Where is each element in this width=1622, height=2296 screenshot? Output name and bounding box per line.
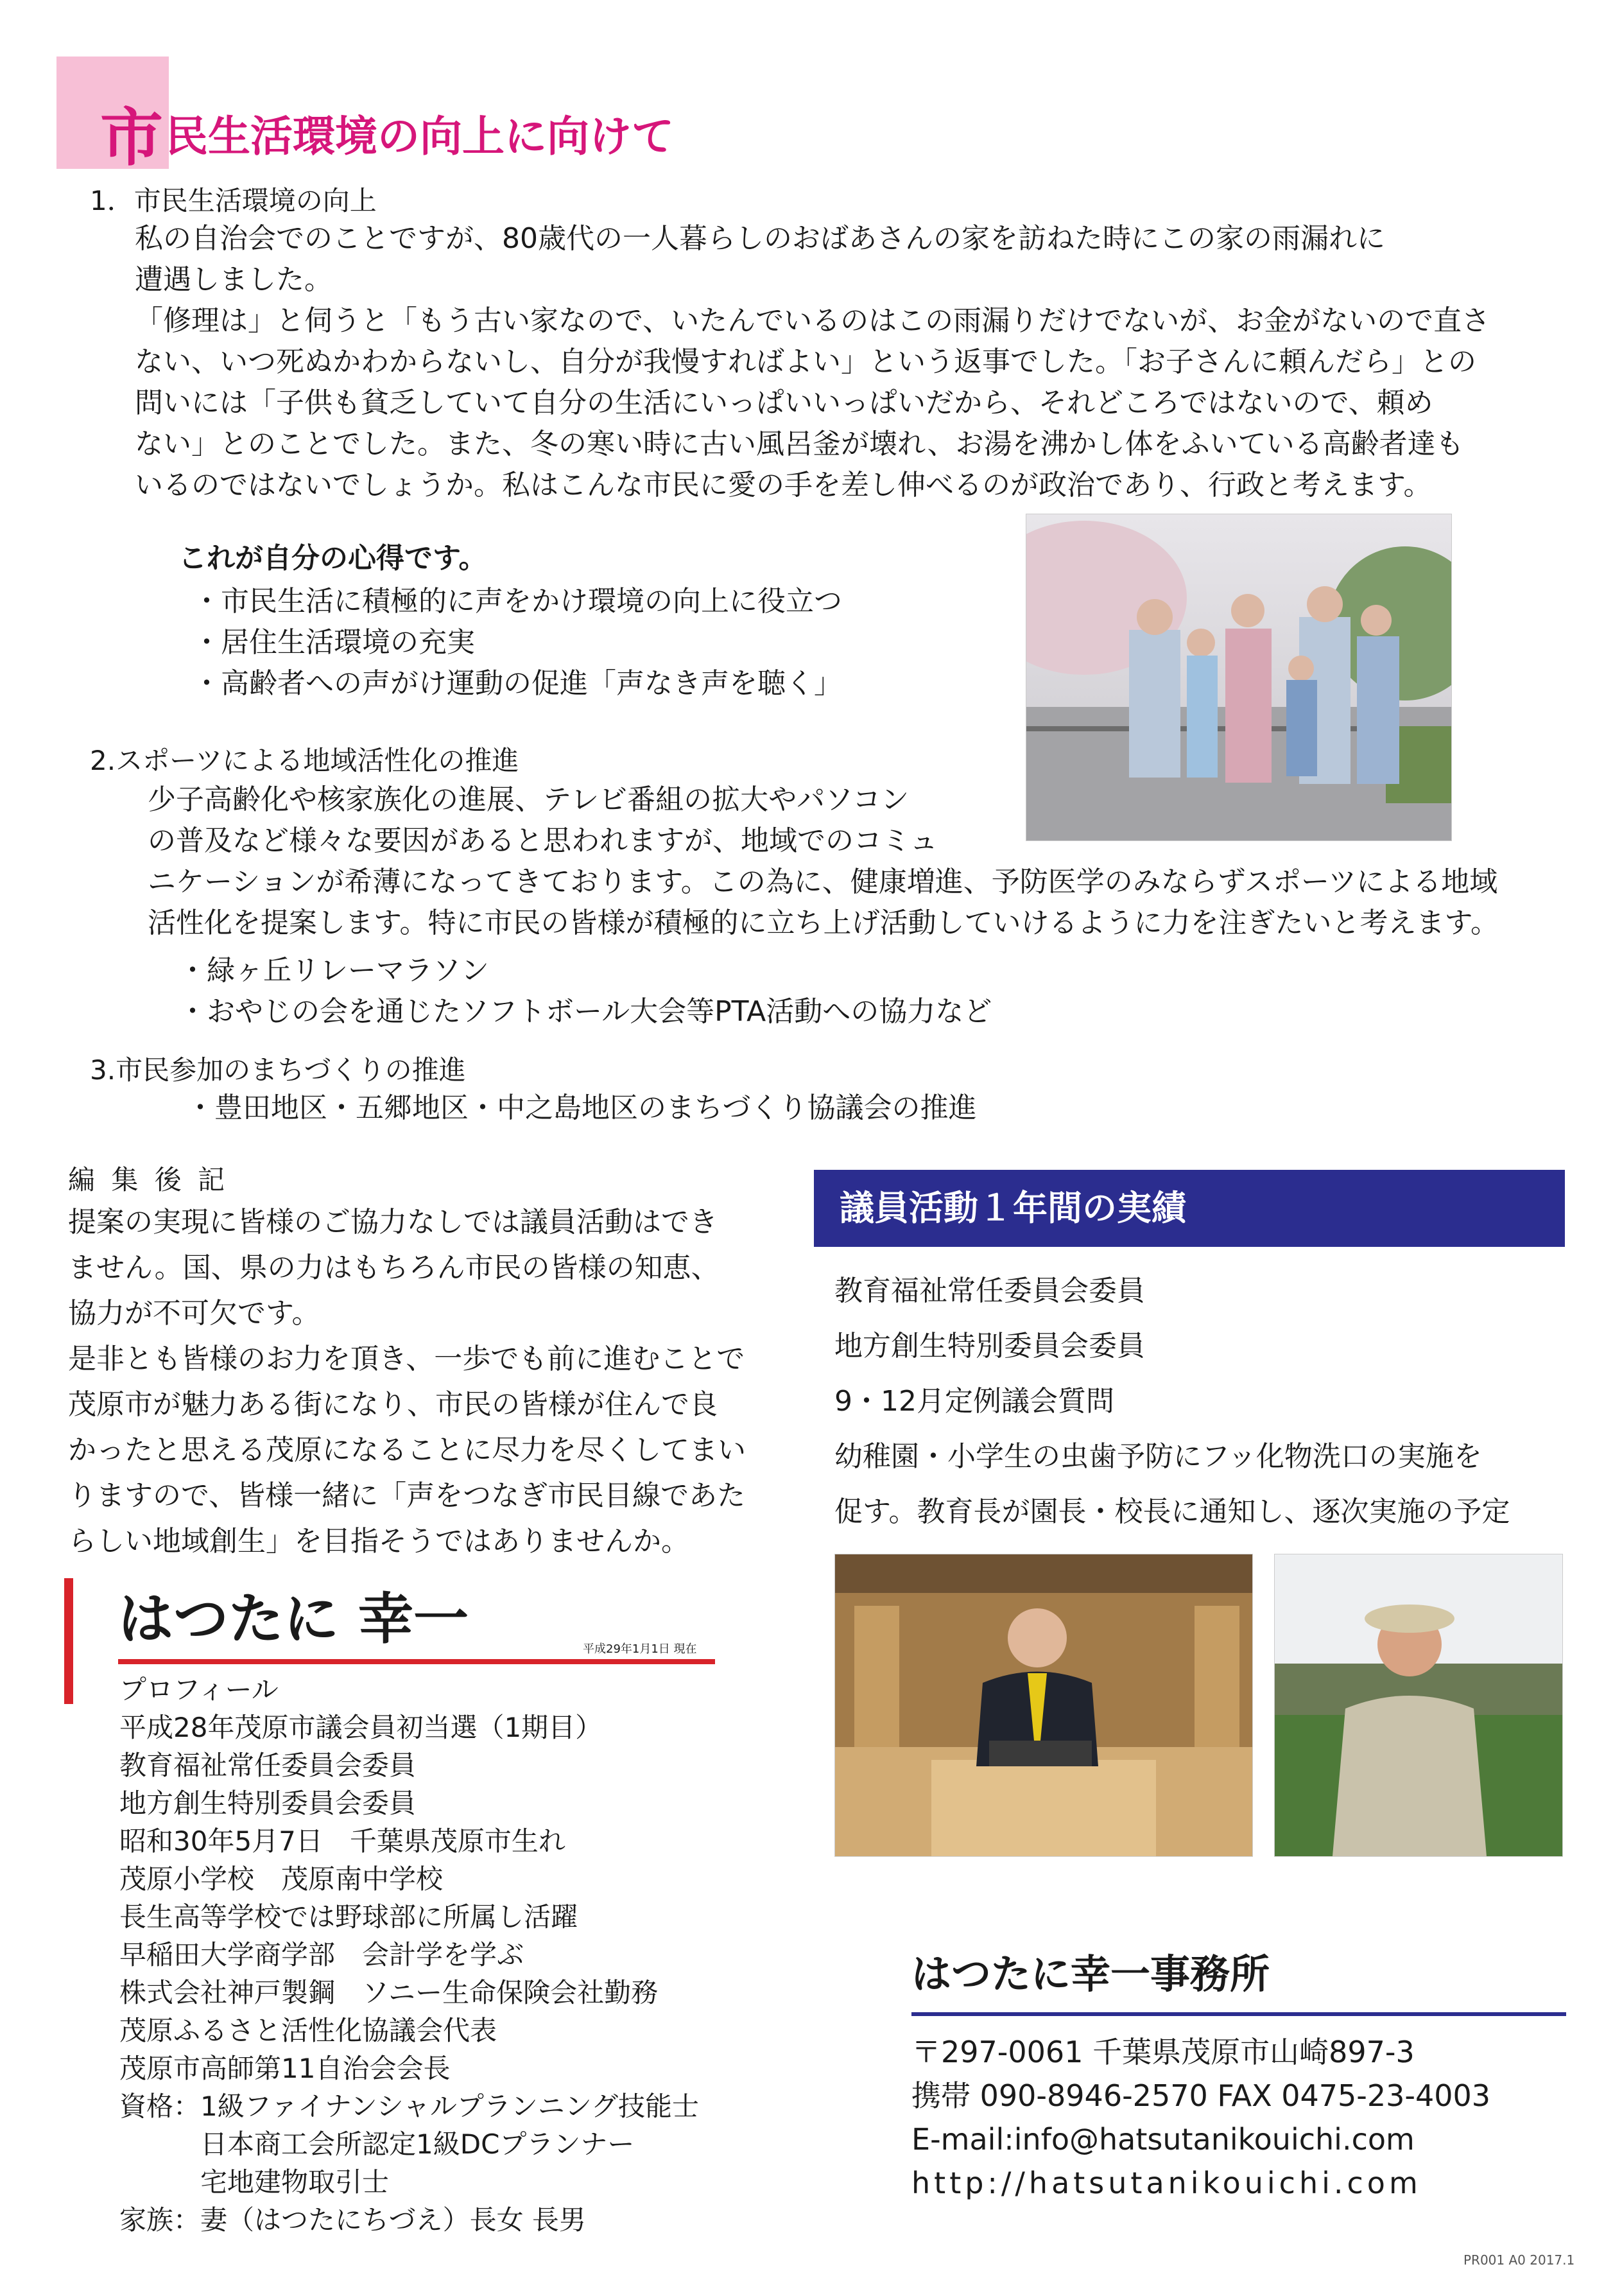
para-line: 遭遇しました。 [135, 263, 332, 296]
profile-line: 平成28年茂原市議会員初当選（1期目） [119, 1712, 603, 1743]
profile-line: 昭和30年5月7日 千葉県茂原市生れ [119, 1825, 565, 1857]
profile-line: 長生高等学校では野球部に所属し活躍 [119, 1901, 578, 1933]
para-line: ない、いつ死ぬかわからないし、自分が我慢すればよい」という返事でした。「お子さんに頼んだら」との [135, 345, 1476, 378]
section1-heading: 1．市民生活環境の向上 [90, 185, 377, 216]
profile-line: 茂原ふるさと活性化協議会代表 [119, 2015, 497, 2046]
profile-line: 地方創生特別委員会委員 [119, 1787, 417, 1819]
field-photo [1274, 1554, 1563, 1857]
profile-line: 茂原小学校 茂原南中学校 [119, 1863, 444, 1895]
list-item: 地方創生特別委員会委員 [834, 1330, 1145, 1362]
list-item: 幼稚園・小学生の虫歯予防にフッ化物洗口の実施を [834, 1440, 1482, 1473]
profile-line: 教育福祉常任委員会委員 [119, 1750, 417, 1781]
list-item: ・おやじの会を通じたソフトボール大会等PTA活動への協力など [178, 995, 992, 1028]
para-line: りますので、皆様一緒に「声をつなぎ市民目線であた [68, 1479, 746, 1512]
para-line: 活性化を提案します。特に市民の皆様が積極的に立ち上げ活動していけるように力を注ぎたいと考えます。 [148, 907, 1499, 939]
list-item: 促す。教育長が園長・校長に通知し、逐次実施の予定 [834, 1495, 1510, 1528]
section2-heading: 2.スポーツによる地域活性化の推進 [90, 745, 519, 776]
achievements-heading: 議員活動１年間の実績 [814, 1170, 1565, 1247]
profile-line: 株式会社神戸製鋼 ソニー生命保険会社勤務 [119, 1977, 659, 2008]
profile-date: 平成29年1月1日 現在 [583, 1642, 697, 1656]
para-line: 提案の実現に皆様のご協力なしでは議員活動はでき [68, 1206, 718, 1239]
para-line: 茂原市が魅力ある街になり、市民の皆様が住んで良 [68, 1388, 718, 1421]
para-line: いるのではないでしょうか。私はこんな市民に愛の手を差し伸べるのが政治であり、行政と考えます。 [135, 469, 1432, 501]
motto-list [193, 581, 842, 704]
para-line: 是非とも皆様のお力を頂き、一歩でも前に進むことで [68, 1343, 745, 1375]
editorial-heading: 編 集 後 記 [68, 1164, 229, 1196]
profile-line: 日本商工会所認定1級DCプランナー [119, 2128, 635, 2160]
list-item: ・高齢者への声がけ運動の促進「声なき声を聴く」 [193, 667, 842, 700]
footer-code: PR001 A0 2017.1 [1463, 2252, 1575, 2268]
section3-list [186, 1088, 977, 1129]
assembly-photo [834, 1554, 1253, 1857]
list-item: ・市民生活に積極的に声をかけ環境の向上に役立つ [193, 585, 842, 618]
section2-paragraph [148, 779, 1499, 944]
profile-accent-bar [64, 1578, 73, 1704]
para-line: ニケーションが希薄になってきております。この為に、健康増進、予防医学のみならずスポーツによる地域 [148, 865, 1498, 898]
title-first-char: 市 [100, 101, 164, 175]
section3-heading: 3.市民参加のまちづくりの推進 [90, 1054, 466, 1086]
list-item: ・豊田地区・五郷地区・中之島地区のまちづくり協議会の推進 [186, 1091, 977, 1124]
list-item: ・緑ヶ丘リレーマラソン [178, 954, 489, 987]
profile-line: 資格：1級ファイナンシャルプランニング技能士 [119, 2091, 700, 2122]
para-line: ない」とのことでした。また、冬の寒い時に古い風呂釜が壊れ、お湯を沸かし体をふいている高齢者達も [135, 428, 1464, 460]
office-url[interactable]: http://hatsutanikouichi.com [911, 2166, 1422, 2200]
office-underline [911, 2012, 1566, 2016]
profile-details [119, 1671, 699, 2239]
office-phone: 携帯 090-8946-2570 FAX 0475-23-4003 [911, 2078, 1491, 2113]
office-contact [911, 2030, 1490, 2205]
para-line: 協力が不可欠です。 [68, 1297, 320, 1330]
profile-line: 茂原市高師第11自治会会長 [119, 2053, 451, 2084]
office-name: はつたに幸一事務所 [911, 1951, 1270, 1997]
profile-line: 宅地建物取引士 [119, 2166, 390, 2198]
para-line: かったと思える茂原になることに尽力を尽くしてまい [68, 1434, 746, 1466]
para-line: 私の自治会でのことですが、80歳代の一人暮らしのおばあさんの家を訪ねた時にこの家の雨漏れに [135, 222, 1385, 255]
title-text: 民生活環境の向上に向けて [166, 112, 674, 161]
profile-line: 家族：妻（はつたにちづえ）長女 長男 [119, 2204, 586, 2236]
section2-list [178, 950, 992, 1032]
profile-line: 早稲田大学商学部 会計学を学ぶ [119, 1939, 524, 1970]
profile-name: はつたに 幸一 [118, 1587, 469, 1651]
profile-label: プロフィール [119, 1674, 279, 1705]
para-line: 少子高齢化や核家族化の進展、テレビ番組の拡大やパソコン [148, 783, 910, 816]
office-address: 〒297-0061 千葉県茂原市山崎897-3 [911, 2035, 1415, 2069]
para-line: 「修理は」と伺うと「もう古い家なので、いたんでいるのはこの雨漏りだけでないが、お金がないので直さ [135, 304, 1490, 337]
list-item: ・居住生活環境の充実 [193, 626, 475, 659]
section1-paragraph [135, 218, 1585, 506]
list-item: 教育福祉常任委員会委員 [834, 1274, 1145, 1307]
office-email[interactable]: E-mail:info@hatsutanikouichi.com [911, 2122, 1415, 2157]
profile-underline [118, 1659, 715, 1664]
para-line: らしい地域創生」を目指そうではありませんか。 [68, 1525, 689, 1558]
para-line: の普及など様々な要因があると思われますが、地域でのコミュ [148, 824, 938, 857]
para-line: ません。国、県の力はもちろん市民の皆様の知恵、 [68, 1251, 720, 1284]
achievements-list [834, 1264, 1510, 1540]
list-item: 9・12月定例議会質問 [834, 1385, 1114, 1418]
para-line: 問いには「子供も貧乏していて自分の生活にいっぱいいっぱいだから、それどころではないので、頼め [135, 387, 1433, 419]
motto-heading: これが自分の心得です。 [178, 542, 487, 575]
editorial-text [68, 1199, 746, 1564]
